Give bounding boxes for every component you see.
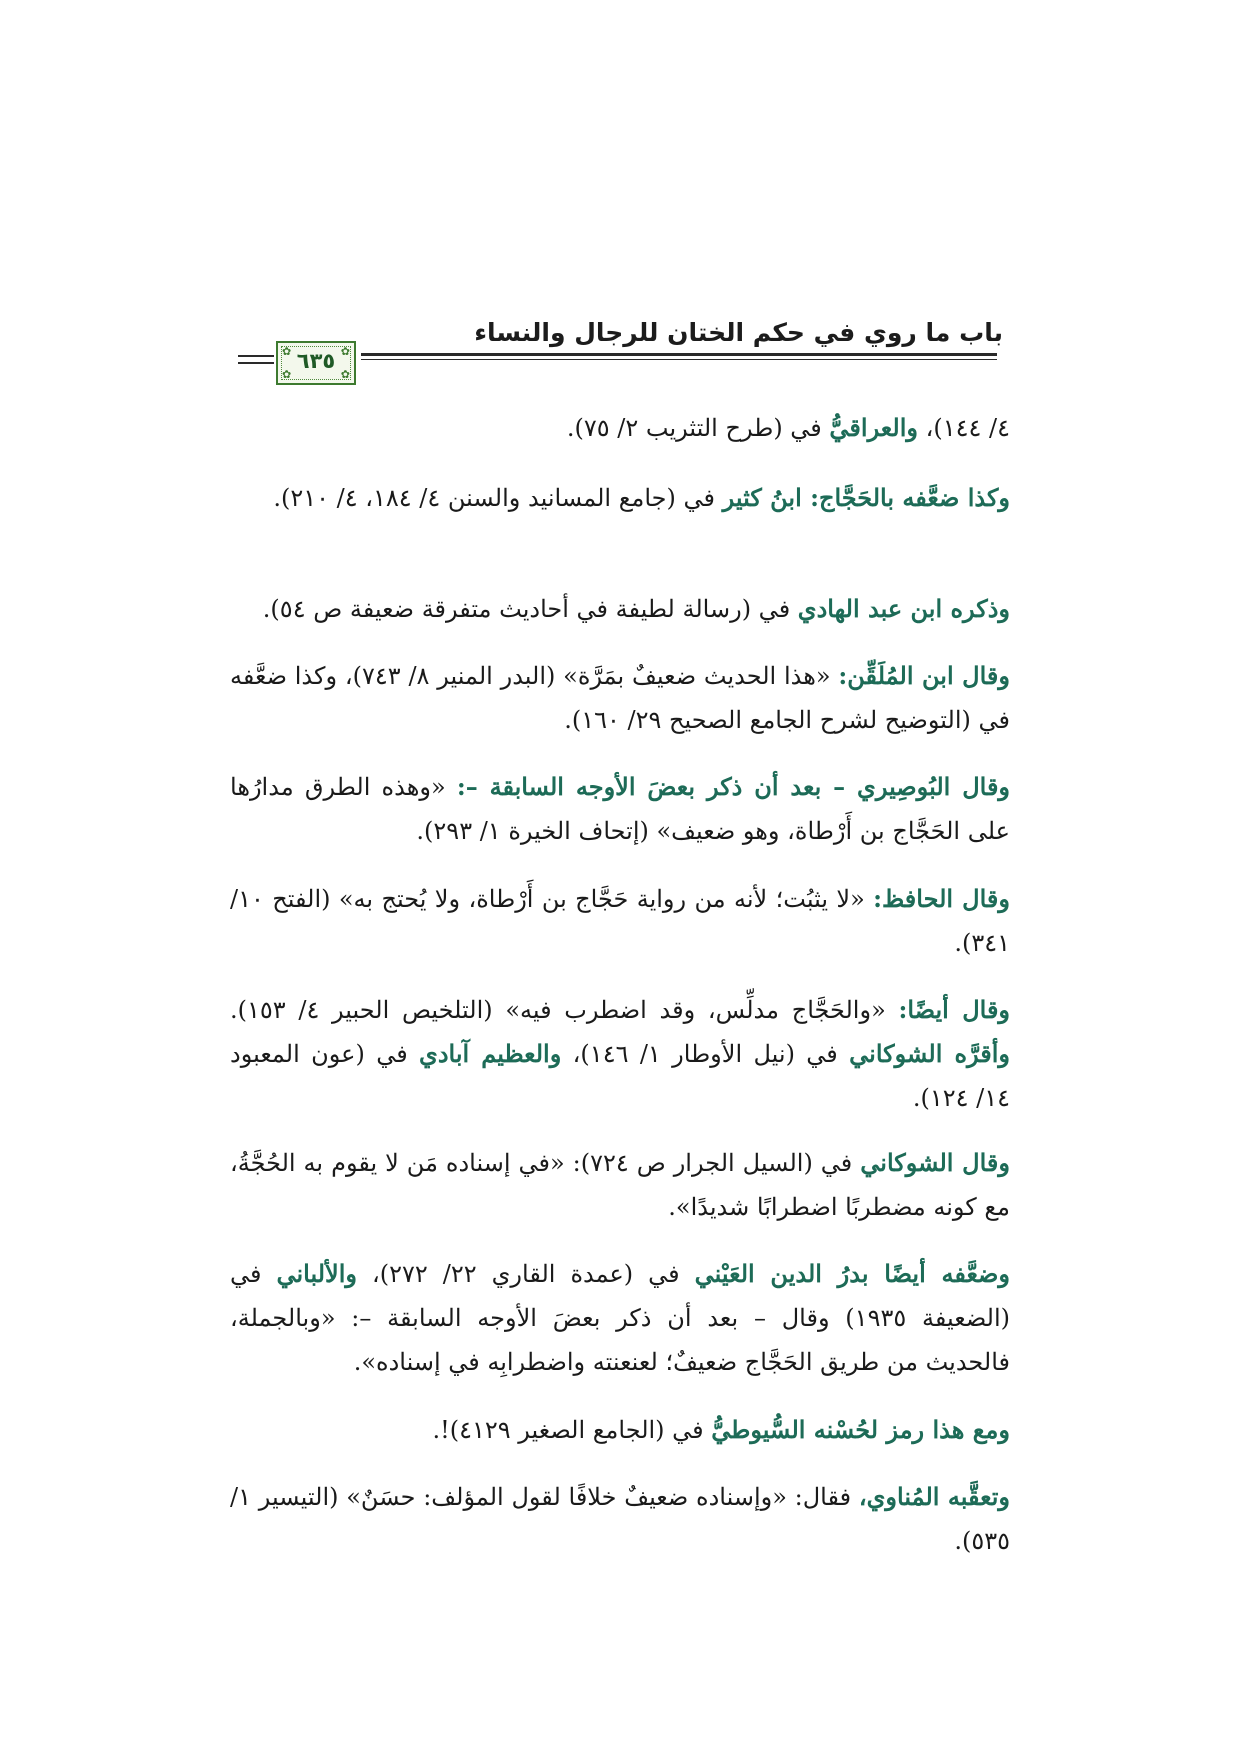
body-paragraph — [230, 406, 1010, 450]
cited-name: وقال البُوصِيري – بعد أن ذكر بعضَ الأوجه السابقة –: — [456, 772, 1011, 801]
body-paragraph — [230, 654, 1010, 742]
body-paragraph — [230, 476, 1010, 520]
cited-name: وكذا ضعَّفه بالحَجَّاج: ابنُ كثير — [722, 483, 1010, 512]
paragraph-text: «لا يثبُت؛ لأنه من رواية حَجَّاج بن أَرْطاة، ولا يُحتج به» (الفتح ١٠/ ٣٤١). — [230, 885, 1010, 957]
corner-ornament-icon: ✿ — [282, 368, 292, 381]
paragraph-text: في (عون المعبود ١٤/ ١٢٤). — [230, 1040, 1010, 1112]
cited-name: ومع هذا رمز لحُسْنه السُّيوطيُّ — [711, 1415, 1010, 1444]
cited-name: وقال ابن المُلَقِّن: — [838, 661, 1010, 690]
paragraph-text: «والحَجَّاج مدلِّس، وقد اضطرب فيه» (التلخيص الحبير ٤/ ١٥٣). — [230, 996, 899, 1024]
body-paragraph — [230, 1475, 1010, 1563]
body-paragraph — [230, 1141, 1010, 1229]
paragraph-text: «هذا الحديث ضعيفٌ بمَرَّة» (البدر المنير ٨/ ٧٤٣)، وكذا ضعَّفه في (التوضيح لشرح الجامع الصحيح ٢٩/ ١٦٠). — [230, 662, 1010, 734]
header-rule-right-bottom — [361, 359, 997, 360]
cited-name: والعظيم آبادي — [419, 1039, 562, 1068]
body-paragraph — [230, 988, 1010, 1120]
cited-name: وذكره ابن عبد الهادي — [797, 594, 1010, 623]
cited-name: وتعقَّبه المُناوي، — [858, 1482, 1011, 1511]
paragraph-text: في (طرح التثريب ٢/ ٧٥). — [566, 414, 830, 442]
paragraph-text: في (الضعيفة ١٩٣٥) وقال – بعد أن ذكر بعضَ الأوجه السابقة –: «وبالجملة، فالحديث من طريق الحَجَّاج ضعيفٌ؛ لعنعنته واضطرابِه في إسناده». — [230, 1260, 1010, 1376]
cited-name: وقال أيضًا: — [898, 995, 1011, 1024]
running-header-title: باب ما روي في حكم الختان للرجال والنساء — [474, 318, 1003, 347]
cited-name: والعراقيُّ — [829, 413, 918, 442]
corner-ornament-icon: ✿ — [282, 345, 292, 358]
paragraph-text: «وهذه الطرق مدارُها على الحَجَّاج بن أَرْطاة، وهو ضعيف» (إتحاف الخيرة ١/ ٢٩٣). — [230, 773, 1010, 845]
body-paragraph — [230, 765, 1010, 853]
header-rule-right-top — [361, 353, 997, 356]
page-number: ٦٣٥ — [296, 349, 336, 373]
page-number-badge — [276, 341, 356, 385]
paragraph-text: ٤/ ١٤٤)، — [917, 414, 1010, 442]
body-paragraph — [230, 1252, 1010, 1384]
corner-ornament-icon: ✿ — [340, 368, 350, 381]
paragraph-text: في (جامع المسانيد والسنن ٤/ ١٨٤، ٤/ ٢١٠). — [273, 484, 723, 512]
corner-ornament-icon: ✿ — [340, 345, 350, 358]
cited-name: وقال الحافظ: — [873, 884, 1010, 913]
header-rule-left-bottom — [238, 362, 274, 364]
paragraph-text: فقال: «وإسناده ضعيفٌ خلافًا لقول المؤلف: حسَنٌ» (التيسير ١/ ٥٣٥). — [230, 1483, 1010, 1555]
cited-name: وقال الشوكاني — [860, 1148, 1010, 1177]
paragraph-text: في (رسالة لطيفة في أحاديث متفرقة ضعيفة ص ٥٤). — [262, 595, 798, 623]
body-paragraph — [230, 1408, 1010, 1452]
body-paragraph — [230, 877, 1010, 965]
body-paragraph — [230, 587, 1010, 631]
paragraph-text: في (السيل الجرار ص ٧٢٤): «في إسناده مَن لا يقوم به الحُجَّةُ، مع كونه مضطربًا اضطرابًا شديدًا». — [230, 1149, 1010, 1221]
paragraph-text: في (الجامع الصغير ٤١٢٩)!. — [432, 1416, 712, 1444]
paragraph-text: في (نيل الأوطار ١/ ١٤٦)، — [561, 1040, 850, 1068]
header-rule-left-top — [238, 355, 274, 357]
cited-name: وضعَّفه أيضًا بدرُ الدين العَيْني — [694, 1259, 1011, 1288]
cited-name: وأقرَّه الشوكاني — [849, 1039, 1011, 1068]
paragraph-text: في (عمدة القاري ٢٢/ ٢٧٢)، — [356, 1260, 695, 1288]
cited-name: والألباني — [276, 1259, 357, 1288]
